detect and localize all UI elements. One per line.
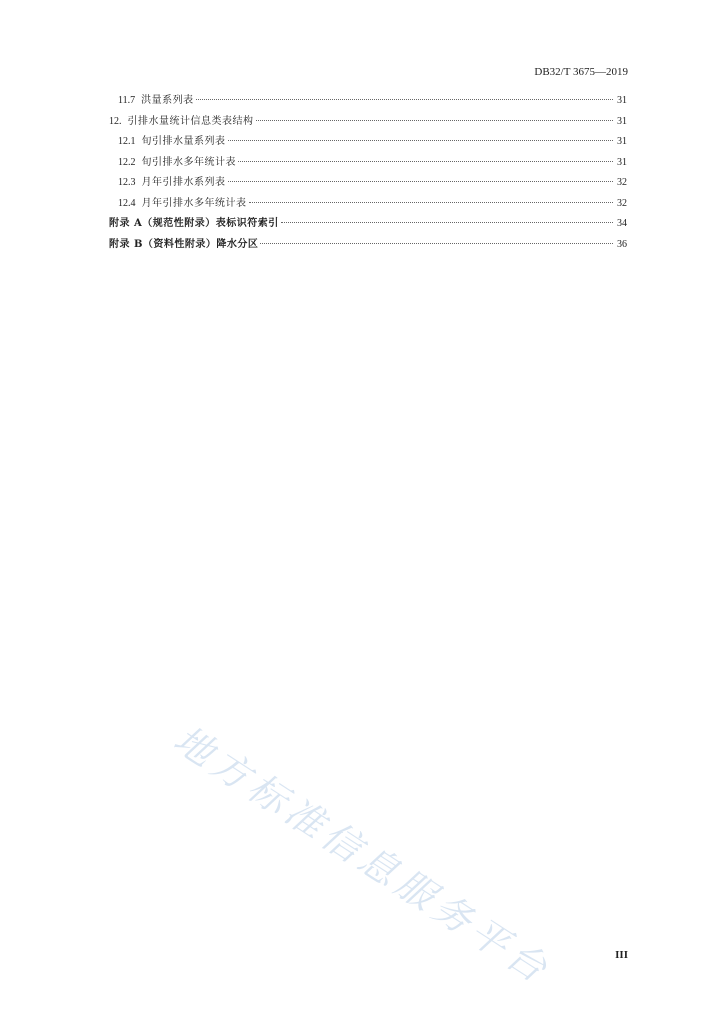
toc-entry[interactable] — [109, 194, 627, 215]
document-code: DB32/T 3675—2019 — [534, 66, 628, 78]
toc-entry-page: 31 — [617, 156, 627, 168]
toc-entry-page: 31 — [617, 136, 627, 147]
toc-entry-page: 34 — [617, 218, 627, 229]
toc-leader-dots — [238, 161, 613, 162]
toc-entry-page: 36 — [617, 238, 627, 250]
toc-leader-dots — [228, 181, 614, 182]
toc-entry[interactable] — [109, 132, 627, 153]
toc-entry-number: 12.3 — [118, 177, 136, 188]
toc-entry-title: 月年引排水系列表 — [141, 177, 226, 188]
toc-entry-title: 附录 B（资料性附录）降水分区 — [109, 238, 259, 250]
toc-entry-page: 32 — [617, 197, 627, 209]
table-of-contents — [109, 91, 627, 255]
page-number: III — [615, 949, 628, 961]
toc-entry-appendix-b[interactable] — [109, 235, 627, 256]
toc-entry-number: 11.7 — [118, 95, 136, 106]
toc-entry-title: 附录 A（规范性附录）表标识符索引 — [109, 218, 279, 229]
toc-leader-dots — [249, 202, 614, 203]
toc-entry-number: 12.4 — [118, 197, 136, 209]
toc-leader-dots — [260, 243, 613, 244]
toc-entry[interactable] — [109, 112, 627, 133]
toc-entry-page: 31 — [617, 115, 627, 127]
toc-leader-dots — [228, 140, 614, 141]
toc-leader-dots — [281, 222, 613, 223]
toc-entry-page: 31 — [617, 95, 627, 106]
toc-entry-title: 旬引排水多年统计表 — [141, 156, 236, 168]
watermark: 地方标准信息服务平台 — [166, 716, 560, 994]
toc-entry-number: 12. — [109, 115, 122, 127]
toc-entry-number: 12.1 — [118, 136, 136, 147]
toc-entry-title: 旬引排水量系列表 — [141, 136, 226, 147]
toc-entry-title: 洪量系列表 — [141, 95, 194, 106]
toc-entry[interactable] — [109, 91, 627, 112]
toc-entry-number: 12.2 — [118, 156, 136, 168]
toc-entry[interactable] — [109, 173, 627, 194]
toc-entry-page: 32 — [617, 177, 627, 188]
toc-entry-title: 引排水量统计信息类表结构 — [127, 115, 254, 127]
toc-entry[interactable] — [109, 153, 627, 174]
toc-leader-dots — [256, 120, 614, 121]
toc-leader-dots — [196, 99, 613, 100]
toc-entry-title: 月年引排水多年统计表 — [141, 197, 247, 209]
toc-entry-appendix-a[interactable] — [109, 214, 627, 235]
